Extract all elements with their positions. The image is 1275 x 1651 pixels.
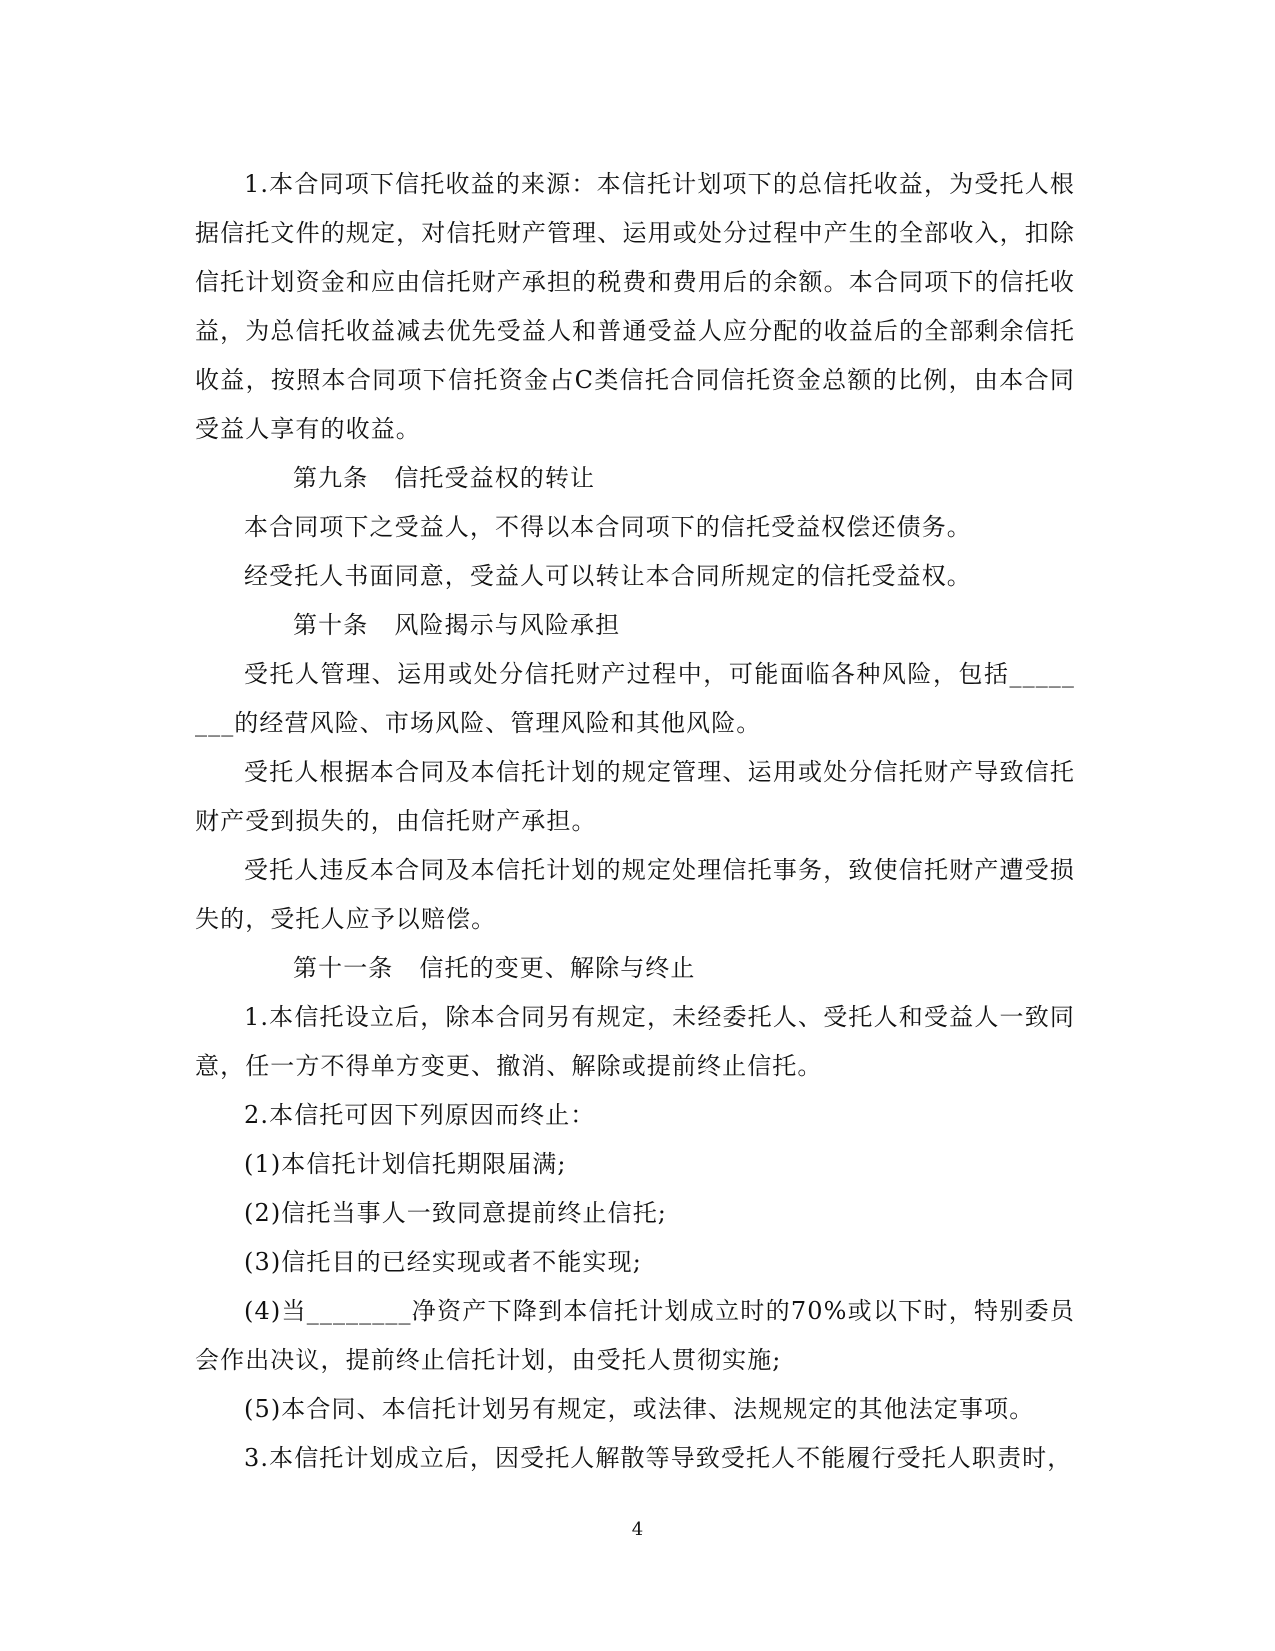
paragraph-no-unilateral-change: 1.本信托设立后，除本合同另有规定，未经委托人、受托人和受益人一致同意，任一方不得单方变更、撤消、解除或提前终止信托。 [195,1003,1075,1080]
paragraph-trustee-dissolution: 3.本信托计划成立后，因受托人解散等导致受托人不能履行受托人职责时， [244,1444,1073,1472]
article-title: 信托的变更、解除与终止 [419,954,696,982]
article-title: 风险揭示与风险承担 [394,611,621,639]
list-item-termination-3: (3)信托目的已经实现或者不能实现; [244,1248,642,1276]
paragraph-transfer-consent: 经受托人书面同意，受益人可以转让本合同所规定的信托受益权。 [244,562,972,590]
section-heading-article-10 [195,601,1075,650]
paragraph-trustee-compensation: 受托人违反本合同及本信托计划的规定处理信托事务，致使信托财产遭受损失的，受托人应予以赔偿。 [195,856,1075,933]
list-item-termination-1: (1)本信托计划信托期限届满; [244,1150,567,1178]
section-heading-article-9 [195,454,1075,503]
paragraph-loss-borne-by-trust: 受托人根据本合同及本信托计划的规定管理、运用或处分信托财产导致信托财产受到损失的，由信托财产承担。 [195,758,1075,835]
paragraph-no-debt-repayment: 本合同项下之受益人，不得以本合同项下的信托受益权偿还债务。 [244,513,972,541]
document-body [195,160,1075,1483]
list-item-termination-5: (5)本合同、本信托计划另有规定，或法律、法规规定的其他法定事项。 [244,1395,1035,1423]
section-heading-article-11 [195,944,1075,993]
article-number: 第九条 [293,464,369,492]
paragraph-trust-income-source: 1.本合同项下信托收益的来源：本信托计划项下的总信托收益，为受托人根据信托文件的规定，对信托财产管理、运用或处分过程中产生的全部收入，扣除信托计划资金和应由信托财产承担的税费和费用后的余额。本合同项下的信托收益，为总信托收益减去优先受益人和普通受益人应分配的收益后的全部剩余信托收益，按照本合同项下信托资金占C类信托合同信托资金总额的比例，由本合同受益人享有的收益。 [195,170,1075,443]
paragraph-risk-types: 受托人管理、运用或处分信托财产过程中，可能面临各种风险，包括________的经营风险、市场风险、管理风险和其他风险。 [195,660,1075,737]
article-title: 信托受益权的转让 [394,464,596,492]
list-item-termination-2: (2)信托当事人一致同意提前终止信托; [244,1199,667,1227]
paragraph-termination-causes: 2.本信托可因下列原因而终止： [244,1101,596,1129]
list-item-termination-4: (4)当________净资产下降到本信托计划成立时的70%或以下时，特别委员会作出决议，提前终止信托计划，由受托人贯彻实施; [195,1297,1075,1374]
page-number: 4 [631,1519,644,1540]
article-number: 第十条 [293,611,369,639]
article-number: 第十一条 [293,954,394,982]
